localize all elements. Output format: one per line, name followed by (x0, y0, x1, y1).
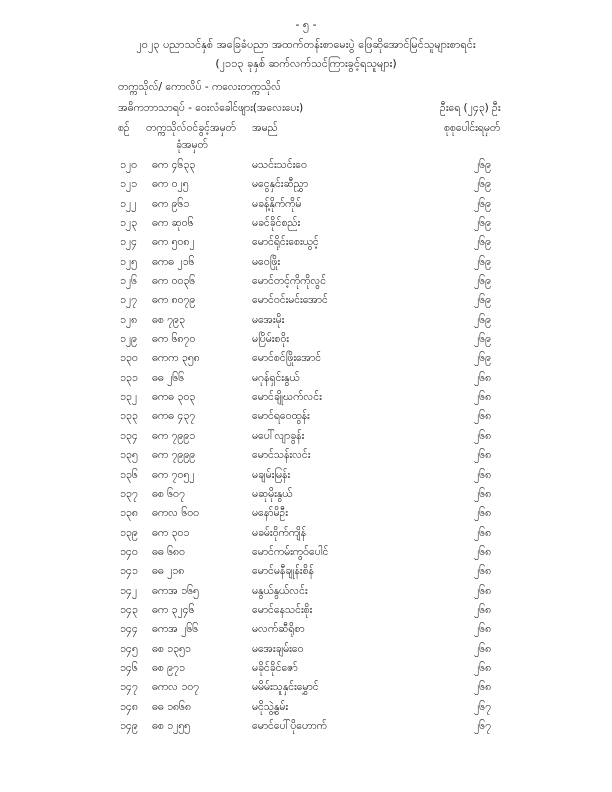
roll-number: ဓစ ၆၀၇ (152, 487, 185, 500)
table-row (0, 681, 612, 700)
row-number: ၁၃၈ (120, 507, 138, 520)
roll-number: ဓဓ ၂၆၆ (152, 371, 185, 384)
row-number: ၁၂၈ (120, 313, 138, 326)
student-name: မပေါ်လျာခွန်း (252, 429, 305, 442)
student-name: မအေးချမ်းဝေ (252, 642, 304, 655)
roll-number: ဓက ၇၉၉၁ (152, 429, 196, 442)
row-number: ၁၃၀ (120, 352, 138, 365)
table-row (0, 604, 612, 623)
row-number: ၁၄၅ (120, 642, 138, 655)
roll-number: ဓက ၃၀၁ (152, 526, 190, 539)
student-name: မချမ်းမြန်း (252, 468, 291, 481)
total-mark: ၂၆၈ (474, 410, 492, 423)
total-mark: ၂၆၈ (474, 623, 492, 636)
student-name: မငွေနှင်းဆီညွှာ (252, 178, 309, 191)
table-row (0, 391, 612, 410)
roll-number: ဓက ၀၂၅ (152, 178, 189, 191)
table-row (0, 565, 612, 584)
roll-number: ဓက ၈၀၇၉ (152, 294, 196, 307)
row-number: ၁၂၃ (120, 217, 137, 230)
roll-number: ဓက ဆု၀၆ (152, 217, 194, 230)
total-mark: ၂၆၉ (474, 159, 491, 171)
total-mark: ၂၆၉ (474, 313, 491, 326)
table-row (0, 546, 612, 565)
table-row (0, 449, 612, 468)
table-row (0, 294, 612, 313)
row-number: ၁၄၂ (120, 584, 137, 597)
student-name: မခိုင်ခိုင်ဇော် (252, 661, 298, 674)
total-mark: ၂၆၉ (474, 178, 491, 191)
table-row (0, 372, 612, 391)
student-name: မောင်ကမ်းကွဝ်ပေါင် (252, 545, 329, 558)
table-row (0, 352, 612, 371)
row-number: ၁၄၇ (120, 681, 138, 694)
roll-number: ဓက ၀၀၃၆ (152, 275, 196, 288)
total-mark: ၂၆၈ (474, 545, 492, 558)
table-row (0, 623, 612, 642)
student-name: မမိမ်းသူနှင်းမွှောင် (252, 681, 319, 694)
row-number: ၁၂၇ (120, 294, 137, 307)
roll-number: ဓစ ၁၃၅၁ (152, 642, 191, 655)
total-mark: ၂၆၈ (474, 526, 492, 539)
row-number: ၁၂၂ (120, 197, 137, 210)
student-name: မောင်ရဝေထွန်း (252, 410, 310, 423)
total-mark: ၂၆၈ (474, 642, 492, 655)
total-mark: ၂၆၈ (474, 681, 492, 694)
row-number: ၁၄၄ (120, 623, 138, 636)
total-mark: ၂၆၉ (474, 352, 491, 365)
table-row (0, 333, 612, 352)
student-name: မသင်းသင်းဝေ (252, 159, 307, 171)
roll-number: ဓကလ ၆၀၀ (152, 507, 200, 520)
roll-number: ဓကဓ ၂၁၆ (152, 255, 195, 268)
row-number: ၁၃၂ (120, 391, 137, 404)
roll-number: ဓကအ ၁၆၅ (152, 584, 199, 597)
university-line: တက္ကသိုလ်/ ကောလိပ် - ကလေးတက္ကသိုလ် (118, 81, 281, 93)
header-name: အမည် (252, 122, 278, 134)
roll-number: ဓက ၇၉၉၉ (152, 449, 196, 462)
total-mark: ၂၆၈ (474, 507, 492, 520)
total-mark: ၂၆၇ (474, 700, 491, 713)
row-number: ၁၂၀ (120, 159, 137, 171)
roll-number: ဓစ ၁၂၅၅ (152, 719, 191, 732)
table-row (0, 662, 612, 681)
table-row (0, 275, 612, 294)
student-name: မငိုသွဲ့နွမ်း (252, 700, 289, 713)
total-mark: ၂၆၈ (474, 487, 492, 500)
document-subtitle: (၂၁၁၃ ခုနှစ် ဆက်လက်သင်ကြားခွင့်ရသူများ) (215, 57, 397, 70)
student-name: မပြိမ်းစဝိုး (252, 333, 289, 346)
total-mark: ၂၆၉ (474, 333, 491, 346)
student-name: မောင်ဝင်းမင်းအောင် (252, 294, 328, 307)
total-mark: ၂၆၈ (474, 391, 492, 404)
row-number: ၁၂၉ (120, 333, 137, 346)
roll-number: ဓဓ ၆၈၀ (152, 545, 185, 558)
row-number: ၁၄၃ (120, 603, 138, 616)
roll-number: ဓစ ၇၉၃ (152, 313, 185, 326)
total-mark: ၂၆၇ (474, 719, 491, 732)
student-name: မဝေဖြိုး (252, 255, 281, 268)
student-name: မနွယ်နွယ်လင်း (252, 584, 308, 597)
row-number: ၁၃၆ (120, 468, 138, 481)
student-name: မောင်စင်ဖြိုးအောင် (252, 352, 322, 365)
table-row (0, 256, 612, 275)
student-name: မောင်တင့်ကိုကိုလွင် (252, 275, 327, 288)
roll-number: ဓကဓ ၄၃၇ (152, 410, 196, 423)
table-row (0, 178, 612, 197)
row-number: ၁၃၉ (120, 526, 138, 539)
total-mark: ၂၆၈ (474, 584, 492, 597)
row-number: ၁၂၅ (120, 255, 137, 268)
roll-number: ဓက ၉၆၁ (152, 197, 190, 210)
student-name: မခမ်းဝိုက်ကျိန် (252, 526, 307, 539)
header-roll-line2: ခုံအမှတ် (176, 139, 208, 151)
total-mark: ၂၆၈ (474, 468, 492, 481)
student-name: မောင်သန်းလင်း (252, 449, 311, 462)
total-mark: ၂၆၈ (474, 371, 492, 384)
row-number: ၁၄၈ (120, 700, 138, 713)
row-number: ၁၃၁ (120, 371, 138, 384)
roll-number: ဓကအ ၂၆၆ (152, 623, 199, 636)
major-line: အဓိကဘာသာရပ် - ဝေးလံခေါင်ဖျား(အလေးပေး) (118, 102, 304, 114)
roll-number: ဓက ၇၀၅၂ (152, 468, 195, 481)
student-name: မောင်ရိုင်းစေးယွင့် (252, 236, 319, 249)
row-number: ၁၄၁ (120, 565, 138, 578)
student-name: မောင်မနီချုန်းစိန် (252, 565, 314, 578)
student-name: မောင်ပေါ်ပိုဟောက် (252, 719, 327, 732)
roll-number: ဓက ၄၆၃၃ (152, 159, 196, 171)
row-number: ၁၄၆ (120, 661, 138, 674)
table-row (0, 507, 612, 526)
roll-number: ဓကဓ ၃၀၃ (152, 391, 196, 404)
row-number: ၁၂၄ (120, 236, 137, 249)
student-name: မနော်မိဦး (252, 507, 288, 520)
total-mark: ၂၆၉ (474, 217, 491, 230)
table-row (0, 720, 612, 739)
roll-number: ဓစ ၉၇၁ (152, 661, 185, 674)
roll-number: ဓကက ၃၅၈ (152, 352, 200, 365)
header-no: စဉ် (118, 122, 130, 134)
student-name: မအေးမိုး (252, 313, 285, 326)
student-name: မခင်ခိုင်စည်း (252, 217, 301, 230)
table-row (0, 643, 612, 662)
row-number: ၁၄၀ (120, 545, 138, 558)
total-mark: ၂၆၉ (474, 197, 491, 210)
roll-number: ဓဓ ၂၁၈ (152, 565, 185, 578)
student-name: မခန့်နိုက်ကိုမ် (252, 197, 302, 210)
row-number: ၁၂၁ (120, 178, 137, 191)
table-row (0, 527, 612, 546)
row-number: ၁၃၅ (120, 449, 138, 462)
student-name: မလက်ဆီရိုစာ (252, 623, 305, 636)
row-number: ၁၃၇ (120, 487, 138, 500)
roll-number: ဓက ၅၀၈၂ (152, 236, 195, 249)
table-row (0, 469, 612, 488)
total-mark: ၂၆၈ (474, 603, 492, 616)
table-row (0, 198, 612, 217)
row-number: ၁၃၄ (120, 429, 138, 442)
total-count: ဦးရေ (၂၄၃) ဦး (440, 102, 501, 114)
total-mark: ၂၆၈ (474, 449, 492, 462)
document-title: ၂၀၂၃ ပညာသင်နှစ် အခြေခံပညာ အထက်တန်းစာမေးပွဲ ဖြေဆိုအောင်မြင်သူများစာရင်း (136, 38, 476, 51)
total-mark: ၂၆၈ (474, 565, 492, 578)
row-number: ၁၂၆ (120, 275, 137, 288)
table-row (0, 585, 612, 604)
student-name: မောင်ချိုဃက်လင်း (252, 391, 322, 404)
table-row (0, 217, 612, 236)
roll-number: ဓက ၆၈၇၀ (152, 333, 196, 346)
table-row (0, 314, 612, 333)
table-row (0, 701, 612, 720)
total-mark: ၂၆၈ (474, 429, 492, 442)
roll-number: ဓဓ ၁၈၆၈ (152, 700, 191, 713)
header-roll: တက္ကသိုလ်ဝင်ခွင့်အမှတ် (146, 122, 236, 134)
student-name: မဂုန်ရှင်းနွယ် (252, 371, 300, 384)
student-name: မောင်နေသင်းစိုး (252, 603, 313, 616)
row-number: ၁၄၉ (120, 719, 138, 732)
total-mark: ၂၆၈ (474, 661, 492, 674)
total-mark: ၂၆၉ (474, 236, 491, 249)
table-row (0, 236, 612, 255)
table-row (0, 410, 612, 429)
table-row (0, 159, 612, 178)
results-list (0, 159, 612, 739)
header-mark: စုစုပေါင်းရမှတ် (444, 122, 501, 134)
table-row (0, 430, 612, 449)
table-row (0, 488, 612, 507)
total-mark: ၂၆၉ (474, 255, 491, 268)
page-number: - ၅ - (295, 18, 317, 31)
total-mark: ၂၆၉ (474, 294, 491, 307)
roll-number: ဓကလ ၁၀၇ (152, 681, 200, 694)
student-name: မဆုမိုးနွယ် (252, 487, 293, 500)
roll-number: ဓက ၃၂၄၆ (152, 603, 195, 616)
total-mark: ၂၆၉ (474, 275, 491, 288)
row-number: ၁၃၃ (120, 410, 138, 423)
